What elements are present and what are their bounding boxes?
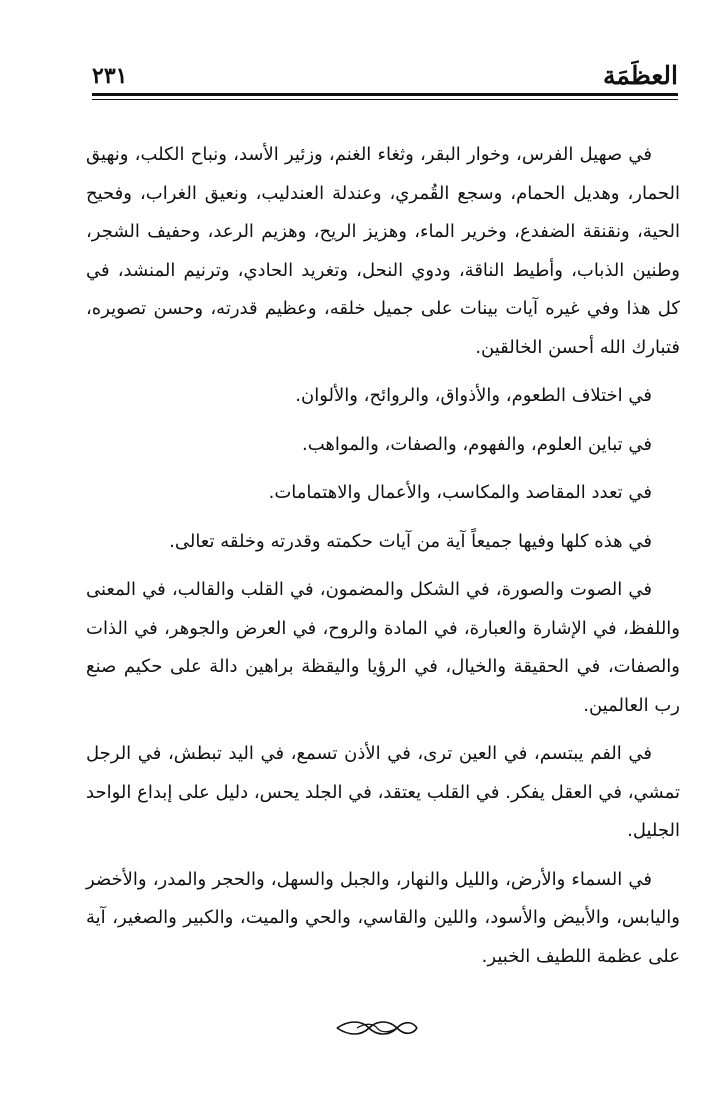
- paragraph-signs: في هذه كلها وفيها جميعاً آية من آيات حكمته وقدرته وخلقه تعالى.: [169, 530, 652, 552]
- paragraph-sounds: في صهيل الفرس، وخوار البقر، وثغاء الغنم، وزئير الأسد، ونباح الكلب، ونهيق الحمار، وهديل الحمام، وسجع القُمري، وعندلة العندليب، ونعيق الغراب، وفحيح الحية، ونقنقة الضفدع، وخرير الماء، وهزيز الريح، وهزيم الرعد، وحفيف الشجر، وطنين الذباب، وأطيط الناقة، ودوي النحل، وتغريد الحادي، وترنيم المنشد، في كل هذا وفي غيره آيات بينات على جميل خلقه، وعظيم قدرته، وحسن تصويره، فتبارك الله أحسن الخالقين.: [86, 144, 680, 358]
- paragraph-tastes: في اختلاف الطعوم، والأذواق، والروائح، والألوان.: [295, 385, 652, 406]
- body-text: [86, 136, 680, 986]
- paragraph-senses: في الفم يبتسم، في العين ترى، في الأذن تسمع، في اليد تبطش، في الرجل تمشي، في العقل يفكر. في القلب يعتقد، في الجلد يحس، دليل على إبداع الواحد الجليل.: [86, 743, 680, 841]
- page-number: ٢٣١: [92, 63, 128, 89]
- paragraph-knowledge: في تباين العلوم، والفهوم، والصفات، والمواهب.: [302, 433, 652, 455]
- header-rule-thick: [92, 93, 678, 96]
- paragraph-opposites: في السماء والأرض، والليل والنهار، والجبل والسهل، والحجر والمدر، والأخضر واليابس، والأبيض والأسود، واللين والقاسي، والحي والميت، والكبير والصغير، آية على عظمة اللطيف الخبير.: [86, 868, 680, 967]
- ornament-divider-icon: [335, 1018, 419, 1038]
- paragraph-aims: في تعدد المقاصد والمكاسب، والأعمال والاهتمامات.: [268, 482, 652, 503]
- header-rule-thin: [92, 99, 678, 100]
- page-header: [92, 60, 678, 92]
- running-title: العظَمَة: [603, 61, 678, 90]
- paragraph-form: في الصوت والصورة، في الشكل والمضمون، في القلب والقالب، في المعنى واللفظ، في الإشارة والعبارة، في المادة والروح، في العرض والجوهر، في الذات والصفات، في الحقيقة والخيال، في الرؤيا واليقظة براهين دالة على حكيم صنع رب العالمين.: [86, 579, 680, 716]
